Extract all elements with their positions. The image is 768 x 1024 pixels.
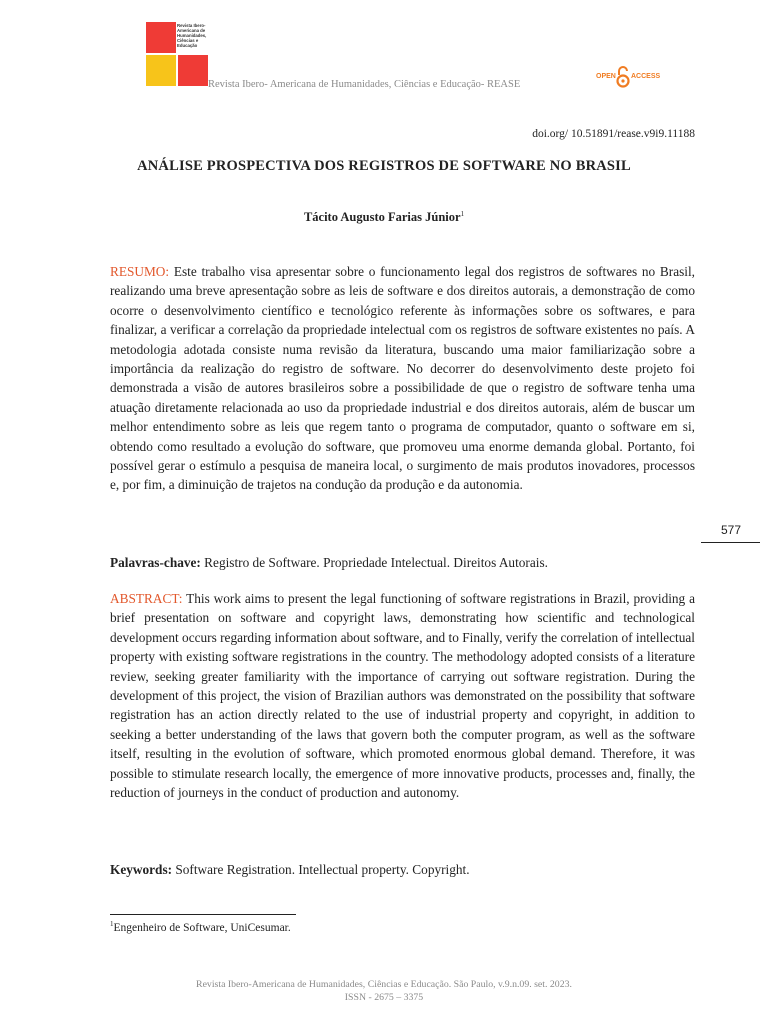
footnote [110,920,291,934]
abstract-text: This work aims to present the legal functioning of software registrations in Brazil, providing a brief presentation on software and copyright laws, demonstrating how scientific and technological development occurs regarding information about software, and to Finally, verify the correlation of intellectual property with existing software registrations in the country. The methodology adopted consists of a literature review, seeking greater familiarity with the importance of carrying out software registration. During the development of this project, the vision of Brazilian authors was demonstrated on the possibility that software registration has an action directly related to the use of industrial property and copyright, in addition to seeking a better understanding of the laws that govern both the computer program, as well as the software itself, resulting in the evolution of software, which promoted enormous global demand. Therefore, it was possible to stimulate research locally, the emergence of more innovative products, processes and, finally, the reduction of journeys in the conduct of production and autonomy. [110,591,695,801]
open-access-open-label: OPEN [596,73,616,80]
author-name: Tácito Augusto Farias Júnior [303,210,461,225]
keywords-label: Keywords: [110,862,173,877]
keywords-line [110,860,695,879]
page-number-rule [701,542,760,543]
resumo-paragraph [110,262,695,495]
resumo-text: Este trabalho visa apresentar sobre o funcionamento legal dos registros de softwares no Brasil, realizando uma breve apresentação sobre as leis de software e dos direitos autorais, a demonstração de como ocorre o desenvolvimento científico e tecnológico referente às informações sobre os softwares, e para finalizar, a verificar a correlação da propriedade intelectual com os registros de software existentes no país. A metodologia adotada consiste numa revisão da literatura, buscando uma maior familiarização sobre a importância da realização do registro de software. No decorrer do desenvolvimento deste projeto foi demonstrada a visão de autores brasileiros sobre a possibilidade de que o registro de software tenha uma atuação diretamente relacionada ao uso da propriedade industrial e dos direitos autorais, além de buscar um melhor entendimento sobre as leis que regem tanto o programa de computador, quanto o software em si, obtendo como resultado a evolução do software, que promoveu uma enorme demanda global. Portanto, foi possível gerar o estímulo a pesquisa de maneira local, o surgimento de mais produtos inovadores, processos e, por fim, a diminuição de trajetos na condução da produção e da autonomia. [110,264,695,493]
logo-yellow-square [146,55,176,86]
author-footnote-mark[interactable]: 1 [460,210,465,218]
palavras-chave-text: Registro de Software. Propriedade Intelectual. Direitos Autorais. [204,555,548,570]
footer-issn: ISSN - 2675 – 3375 [344,992,424,1003]
footer-citation: Revista Ibero-Americana de Humanidades, Ciências e Educação. São Paulo, v.9.n.09. set. 2023. [196,979,572,990]
page-footer [0,978,768,1004]
journal-header-name: Revista Ibero- Americana de Humanidades, Ciências e Educação- REASE [208,79,521,90]
resumo-label: RESUMO: [110,264,170,279]
footnote-mark: 1 [110,920,114,928]
journal-logo [146,22,208,90]
open-access-access-label: ACCESS [631,73,661,80]
keywords-text: Software Registration. Intellectual property. Copyright. [175,862,470,877]
page-number: 577 [721,523,742,537]
doi-link[interactable]: doi.org/ 10.51891/rease.v9i9.11188 [532,128,695,140]
logo-text: Revista Ibero-Americana de Humanidades, Ciências e Educação [177,23,207,48]
footnote-rule [110,914,296,915]
palavras-chave-line [110,553,695,572]
footnote-text: Engenheiro de Software, UniCesumar. [113,921,291,934]
open-lock-icon [616,66,630,88]
logo-red-square-top [146,22,176,53]
paper-title: ANÁLISE PROSPECTIVA DOS REGISTROS DE SOFTWARE NO BRASIL [137,158,631,174]
logo-red-square-bottom [178,55,208,86]
abstract-paragraph [110,589,695,802]
author-line [0,210,768,225]
abstract-label: ABSTRACT: [110,591,183,606]
palavras-chave-label: Palavras-chave: [110,555,201,570]
